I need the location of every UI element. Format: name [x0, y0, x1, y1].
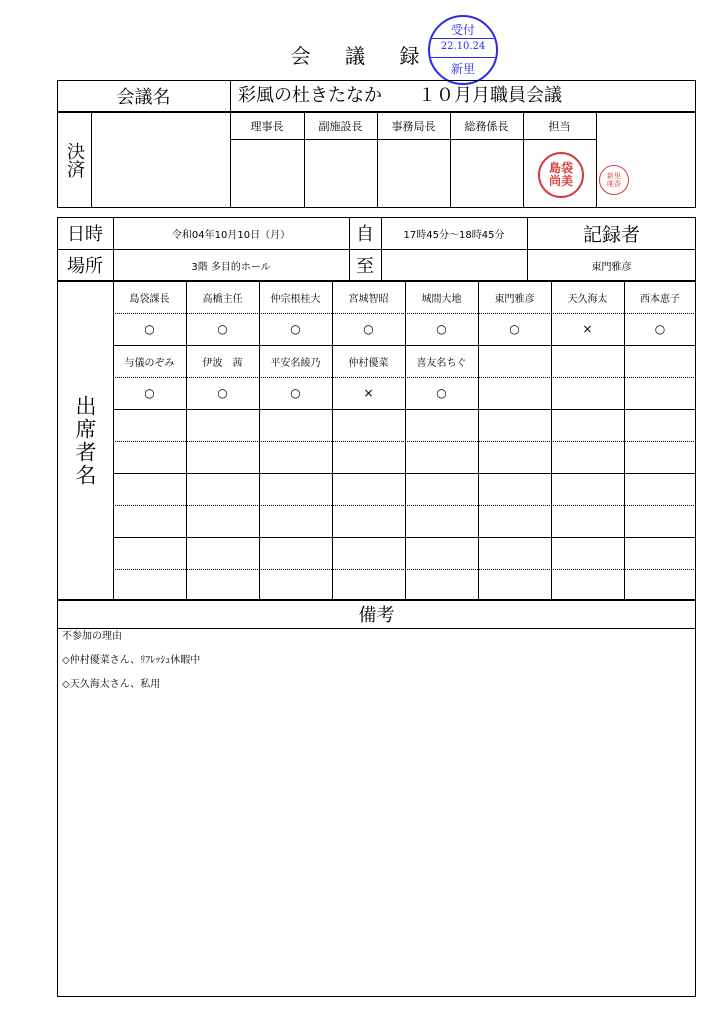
attendee-name: 与儀のぞみ [124, 357, 175, 369]
attendance-mark: × [363, 386, 374, 400]
attendee-name: 天久海太 [567, 293, 608, 305]
place-value: 3階 多目的ホール [191, 261, 271, 273]
small-hanko: 新里唯香 [599, 165, 629, 195]
from-label: 自 [356, 224, 374, 245]
attendee-name: 城間大地 [421, 293, 462, 305]
role-general-affairs: 総務係長 [464, 119, 509, 133]
attendee-name: 島袋課長 [129, 293, 170, 305]
attendees-label: 出席者名 [73, 394, 97, 487]
attendee-name: 東門雅彦 [494, 293, 535, 305]
role-person-in-charge: 担当 [548, 119, 571, 133]
attendance-mark: ○ [217, 322, 228, 336]
attendance-mark: ○ [363, 322, 374, 336]
attendance-mark: ○ [509, 322, 520, 336]
attendee-name: 仲村優菜 [348, 357, 389, 369]
remarks-line-1: 不参加の理由 [62, 631, 122, 642]
attendance-mark: ○ [290, 322, 301, 336]
role-vice-director: 副施設長 [318, 119, 363, 133]
meeting-label: 会議名 [116, 87, 171, 108]
time-value: 17時45分～18時45分 [403, 229, 505, 241]
attendance-mark: ○ [144, 322, 155, 336]
remarks-line-3: ◇天久海太さん、私用 [62, 679, 161, 690]
attendance-mark: ○ [144, 386, 155, 400]
attendee-name: 仲宗根桂大 [270, 293, 321, 305]
attendance-mark: ○ [436, 322, 447, 336]
attendee-name: 伊波 茜 [202, 357, 243, 369]
meeting-name: 彩風の杜きたなか １０月月職員会議 [238, 85, 562, 106]
attendee-name: 宮城智昭 [348, 293, 389, 305]
attendance-mark: ○ [217, 386, 228, 400]
remarks-line-2: ◇仲村優菜さん、ﾘﾌﾚｯｼｭ休暇中 [62, 655, 201, 666]
attendance-mark: ○ [436, 386, 447, 400]
place-label: 場所 [67, 256, 103, 277]
attendee-name: 西本恵子 [640, 293, 680, 305]
attendance-mark: ○ [654, 322, 666, 336]
approval-label: 決済 [64, 142, 85, 178]
recorder-name: 東門雅彦 [591, 261, 632, 273]
receipt-stamp-date: 22.10.24 [440, 41, 486, 52]
receipt-stamp [428, 15, 498, 85]
attendance-mark: ○ [290, 386, 301, 400]
document-title: 会 議 録 [290, 44, 434, 68]
attendance-mark: × [582, 322, 593, 336]
role-chairman: 理事長 [250, 119, 284, 133]
remarks-label: 備考 [358, 605, 395, 626]
receipt-stamp-name: 新里 [450, 62, 475, 76]
datetime-label: 日時 [67, 224, 103, 245]
attendee-name: 高橋主任 [202, 293, 243, 305]
attendee-name: 平安名綾乃 [270, 357, 321, 369]
role-office-manager: 事務局長 [391, 119, 436, 133]
receipt-stamp-top: 受付 [450, 23, 475, 37]
datetime-value: 令和04年10月10日（月） [171, 229, 291, 241]
attendee-name: 喜友名ちぐ [416, 357, 467, 369]
approval-hanko: 島袋尚美 [538, 152, 584, 198]
recorder-label: 記録者 [582, 223, 640, 246]
to-label: 至 [356, 256, 374, 277]
